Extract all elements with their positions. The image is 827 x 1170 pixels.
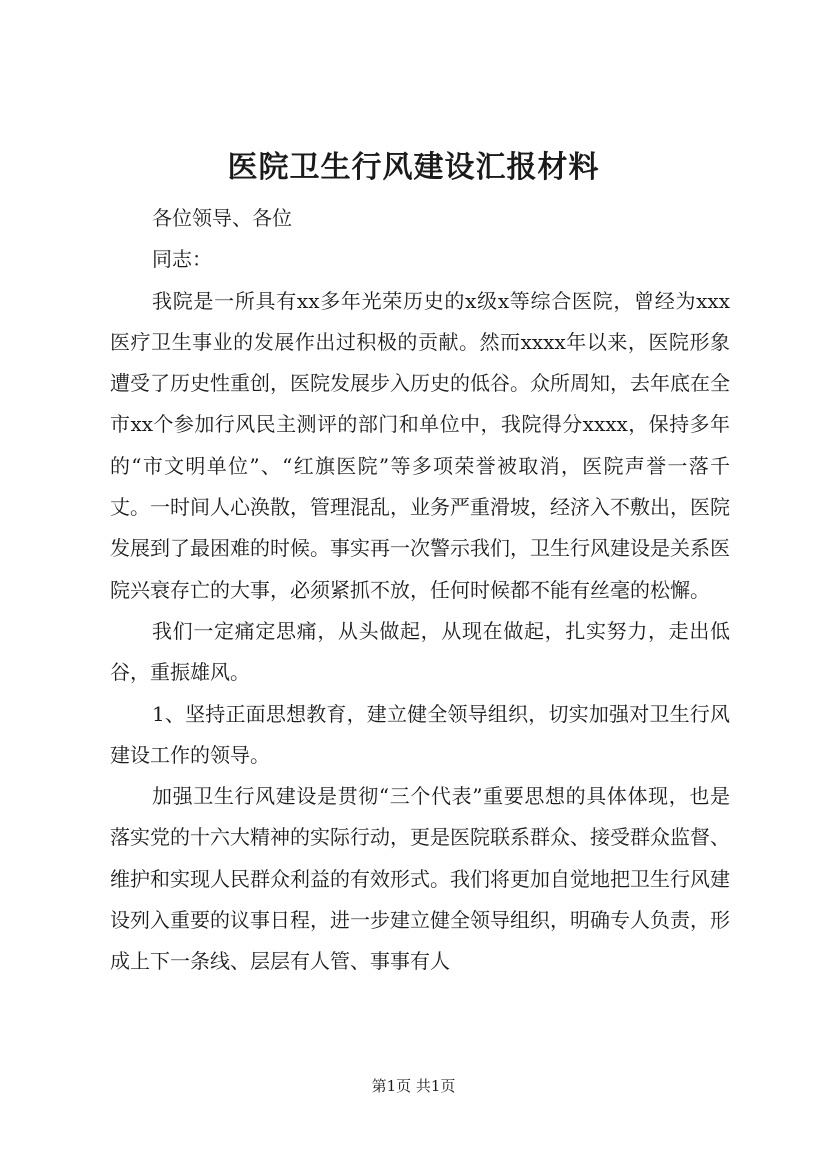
- body-paragraph: 我院是一所具有xx多年光荣历史的x级x等综合医院，曾经为xxx医疗卫生事业的发展作出过积极的贡献。然而xxxx年以来，医院形象遭受了历史性重创，医院发展步入历史的低谷。众所周知，去年底在全市xx个参加行风民主测评的部门和单位中，我院得分xxxx，保持多年的“市文明单位”、“红旗医院”等多项荣誉被取消，医院声誉一落千丈。一时间人心涣散，管理混乱，业务严重滑坡，经济入不敷出，医院发展到了最困难的时候。事实再一次警示我们，卫生行风建设是关系医院兴衰存亡的大事，必须紧抓不放，任何时候都不能有丝毫的松懈。: [110, 288, 730, 602]
- body-paragraph: 加强卫生行风建设是贯彻“三个代表”重要思想的具体体现，也是落实党的十六大精神的实际行动，更是医院联系群众、接受群众监督、维护和实现人民群众利益的有效形式。我们将更加自觉地把卫生行风建设列入重要的议事日程，进一步建立健全领导组织，明确专人负责，形成上下一条线、层层有人管、事事有人: [110, 784, 730, 974]
- page-number-footer: 第1页 共1页: [371, 1077, 456, 1095]
- document-title: 医院卫生行风建设汇报材料: [227, 150, 600, 185]
- body-paragraph: 1、坚持正面思想教育，建立健全领导组织，切实加强对卫生行风建设工作的领导。: [110, 701, 730, 767]
- body-paragraph: 我们一定痛定思痛，从头做起，从现在做起，扎实努力，走出低谷，重振雄风。: [110, 618, 730, 685]
- document-body: [110, 198, 730, 983]
- salutation-line: 同志：: [152, 247, 212, 272]
- salutation-line: 各位领导、各位: [152, 206, 292, 230]
